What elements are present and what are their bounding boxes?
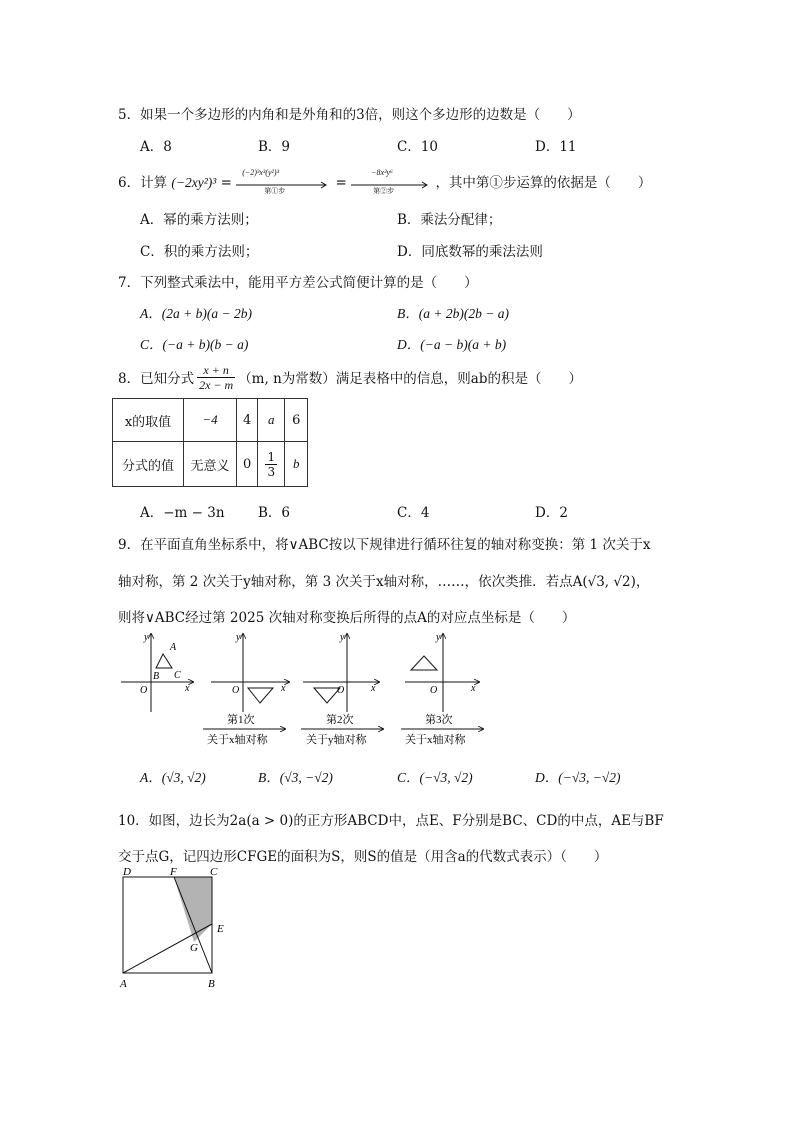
table-fraction-denominator: 3 bbox=[267, 464, 276, 479]
q6-option-a: A．幂的乘方法则； bbox=[140, 212, 258, 228]
q7-option-c: C．(−a + b)(b − a) bbox=[140, 337, 249, 352]
q8-stem-suffix: （m, n为常数）满足表格中的信息，则ab的积是（ ） bbox=[238, 371, 582, 387]
step2-desc: 关于y轴对称 bbox=[306, 734, 367, 746]
axis-label-y: y bbox=[340, 632, 345, 643]
table-cell bbox=[258, 442, 285, 487]
table-cell: 无意义 bbox=[184, 442, 237, 487]
q6-option-c: C．积的乘方法则； bbox=[140, 244, 259, 260]
step2-title: 第2次 bbox=[326, 714, 354, 726]
q6-stem-suffix: ，其中第①步运算的依据是（ ） bbox=[435, 175, 652, 191]
table-fraction bbox=[265, 450, 277, 479]
q8-stem-prefix: 8．已知分式 bbox=[118, 371, 195, 387]
q5-option-a: A．8 bbox=[140, 139, 172, 155]
origin-label: O bbox=[430, 685, 438, 696]
axis-label-x: x bbox=[281, 683, 286, 694]
q9-line1: 9．在平面直角坐标系中，将∨ABC按以下规律进行循环往复的轴对称变换：第 1 次关于x bbox=[118, 537, 651, 553]
axis-label-y: y bbox=[144, 632, 149, 643]
q6-expression: (−2xy²)³ bbox=[171, 175, 217, 190]
shaded-quadrilateral-cfge bbox=[174, 877, 212, 942]
point-c-label: C bbox=[210, 866, 218, 878]
segment-ae bbox=[123, 924, 212, 973]
step1-title: 第1次 bbox=[227, 714, 255, 726]
q9-panel-original bbox=[121, 632, 193, 712]
table-row bbox=[113, 442, 308, 487]
q9-line3: 则将∨ABC经过第 2025 次轴对称变换后所得的点A的对应点坐标是（ ） bbox=[118, 610, 576, 626]
point-e-label: E bbox=[217, 923, 224, 935]
step1-desc: 关于x轴对称 bbox=[207, 734, 268, 746]
q6-step1-bottom: 第①步 bbox=[264, 186, 286, 195]
axis-label-x: x bbox=[185, 683, 190, 694]
q5-option-d: D．11 bbox=[535, 139, 577, 155]
point-d-label: D bbox=[123, 866, 131, 878]
q5-option-b: B．9 bbox=[258, 139, 291, 155]
q6-step1-arrow bbox=[236, 167, 331, 195]
q5-option-c: C．10 bbox=[397, 139, 439, 155]
table-cell: 6 bbox=[285, 399, 308, 442]
q9-figure bbox=[115, 628, 495, 753]
q9-panel-step3 bbox=[401, 632, 483, 746]
table-cell: b bbox=[285, 442, 308, 487]
q7-option-d: D．(−a − b)(a + b) bbox=[397, 337, 507, 352]
table-cell: a bbox=[258, 399, 285, 442]
q6-step2-top: −8x³y⁶ bbox=[371, 167, 393, 177]
q6-stem: 6．计算 (−2xy²)³ = (−2)³x³(y²)³ 第①步 = −8x³y⁶ 第②步 ，其中第①步运算的依据是（ ） bbox=[118, 167, 652, 195]
q6-step2-arrow bbox=[351, 167, 431, 195]
point-a-label: A bbox=[120, 978, 127, 990]
step3-desc: 关于x轴对称 bbox=[405, 734, 466, 746]
point-b-label: B bbox=[208, 978, 215, 990]
q6-option-d: D．同底数幂的乘法法则 bbox=[397, 244, 543, 260]
q8-fraction-denominator: 2x − m bbox=[199, 377, 234, 392]
point-f-label: F bbox=[170, 866, 177, 878]
q6-option-b: B．乘法分配律； bbox=[397, 212, 502, 228]
q8-fraction bbox=[197, 363, 235, 392]
point-a-label: A bbox=[170, 642, 177, 653]
q10-line1: 10．如图，边长为2a(a > 0)的正方形ABCD中，点E、F分别是BC、CD的中点，AE与BF bbox=[118, 813, 664, 829]
q7-stem: 7．下列整式乘法中，能用平方差公式简便计算的是（ ） bbox=[118, 275, 478, 291]
origin-label: O bbox=[337, 685, 345, 696]
q9-option-d: D．(−√3, −√2) bbox=[535, 770, 621, 785]
q6-step1-top: (−2)³x³(y²)³ bbox=[242, 167, 279, 177]
q6-stem-prefix: 6．计算 bbox=[118, 175, 168, 191]
table-cell: −4 bbox=[184, 399, 237, 442]
table-cell: 0 bbox=[237, 442, 258, 487]
q6-step2-bottom: 第②步 bbox=[373, 186, 395, 195]
q5-stem: 5．如果一个多边形的内角和是外角和的3倍，则这个多边形的边数是（ ） bbox=[118, 107, 581, 123]
step3-title: 第3次 bbox=[425, 714, 453, 726]
triangle-abc bbox=[411, 656, 437, 670]
axis-label-x: x bbox=[471, 683, 476, 694]
q7-option-b: B．(a + 2b)(2b − a) bbox=[397, 306, 509, 321]
table-fraction-numerator: 1 bbox=[267, 449, 276, 464]
q9-option-a: A．(√3, √2) bbox=[140, 770, 206, 785]
origin-label: O bbox=[232, 685, 240, 696]
origin-label: O bbox=[140, 685, 148, 696]
q9-line2: 轴对称，第 2 次关于y轴对称，第 3 次关于x轴对称，……，依次类推．若点A(√3, √2)， bbox=[118, 574, 650, 590]
q8-option-a: A．−m − 3n bbox=[140, 505, 225, 521]
table-cell: 4 bbox=[237, 399, 258, 442]
q10-figure bbox=[114, 866, 238, 992]
q8-table bbox=[112, 398, 308, 487]
axis-label-y: y bbox=[236, 632, 241, 643]
q10-line2: 交于点G，记四边形CFGE的面积为S，则S的值是（用含a的代数式表示）（ ） bbox=[118, 849, 608, 865]
point-g-label: G bbox=[190, 942, 198, 954]
q8-stem bbox=[118, 360, 582, 394]
table-cell: 分式的值 bbox=[113, 442, 184, 487]
q8-option-d: D．2 bbox=[535, 505, 568, 521]
q9-panel-step1 bbox=[203, 632, 289, 746]
q9-panel-step2 bbox=[301, 632, 383, 746]
triangle-abc bbox=[156, 654, 172, 668]
triangle-abc bbox=[248, 688, 273, 703]
axis-label-x: x bbox=[371, 683, 376, 694]
q9-option-b: B．(√3, −√2) bbox=[258, 770, 333, 785]
q7-option-a: A．(2a + b)(a − 2b) bbox=[140, 306, 252, 321]
table-cell: x的取值 bbox=[113, 399, 184, 442]
table-row bbox=[113, 399, 308, 442]
q8-option-b: B．6 bbox=[258, 505, 291, 521]
point-b-label: B bbox=[153, 671, 160, 682]
q9-option-c: C．(−√3, √2) bbox=[397, 770, 473, 785]
axis-label-y: y bbox=[436, 632, 441, 643]
q8-option-c: C．4 bbox=[397, 505, 430, 521]
point-c-label: C bbox=[174, 670, 181, 681]
q8-fraction-numerator: x + n bbox=[197, 363, 235, 378]
